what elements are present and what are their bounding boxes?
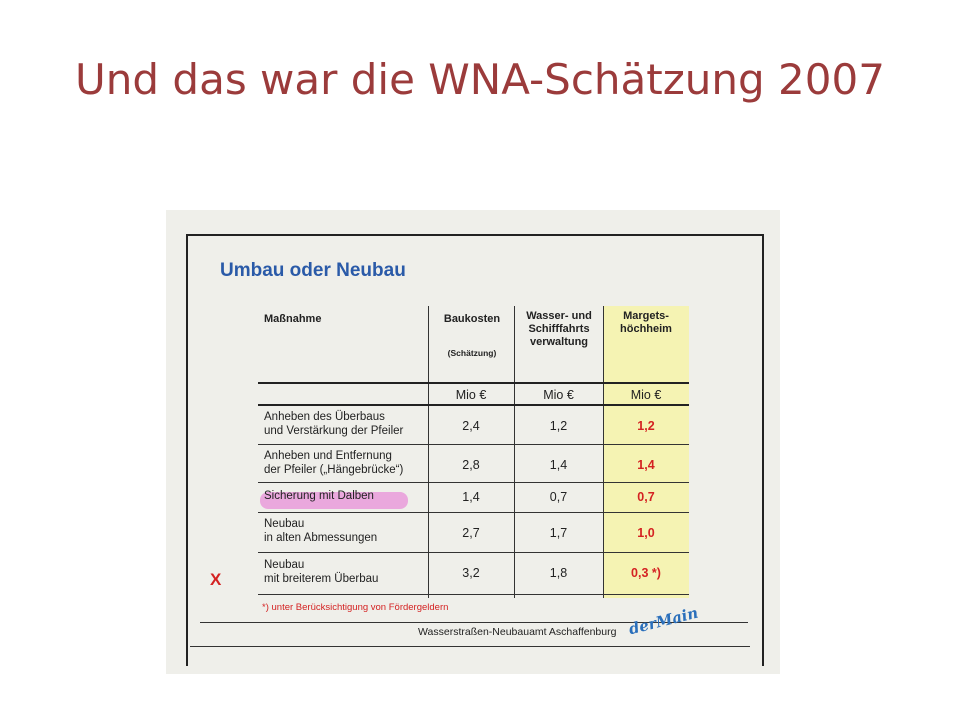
row-costs: 2,7 — [462, 526, 480, 540]
column-divider — [514, 306, 515, 598]
scanned-document — [166, 210, 780, 674]
row-label-line: und Verstärkung der Pfeiler — [264, 425, 404, 437]
row-label — [264, 517, 377, 545]
row-label-line: der Pfeiler („Hängebrücke“) — [264, 464, 404, 476]
footnote: *) unter Berücksichtigung von Fördergeldern — [262, 602, 449, 613]
header-costs: Baukosten — [443, 313, 501, 325]
row-costs: 2,8 — [462, 458, 480, 472]
column-divider — [603, 306, 604, 598]
row-town: 1,0 — [637, 526, 655, 540]
row-label-line: Neubau — [264, 518, 305, 530]
row-town: 1,4 — [637, 458, 655, 472]
header-rule — [258, 382, 689, 384]
row-town: 0,7 — [637, 490, 655, 504]
row-rule — [258, 482, 689, 483]
row-costs: 2,4 — [462, 419, 480, 433]
row-label-line: mit breiterem Überbau — [264, 573, 379, 585]
row-label — [264, 558, 378, 586]
column-divider — [428, 306, 429, 598]
header-measure: Maßnahme — [264, 313, 322, 325]
footer-source: Wasserstraßen-Neubauamt Aschaffenburg — [418, 626, 617, 638]
row-rule — [258, 594, 689, 595]
row-agency: 1,4 — [549, 458, 568, 472]
row-label — [264, 449, 403, 477]
row-label — [264, 489, 374, 503]
town-column-highlight — [603, 306, 689, 598]
unit-town: Mio € — [630, 388, 662, 402]
row-agency: 0,7 — [549, 490, 568, 504]
header-costs-note: (Schätzung) — [447, 348, 497, 358]
row-agency: 1,2 — [549, 419, 568, 433]
row-label-line: Anheben des Überbaus — [264, 411, 385, 423]
row-agency: 1,7 — [549, 526, 568, 540]
row-costs: 1,4 — [462, 490, 480, 504]
slide-title: Und das war die WNA-Schätzung 2007 — [75, 55, 885, 104]
unit-costs: Mio € — [455, 388, 487, 402]
row-label — [264, 410, 403, 438]
row-town: 1,2 — [637, 419, 655, 433]
row-label-line: Sicherung mit Dalben — [264, 490, 374, 502]
row-agency: 1,8 — [549, 566, 568, 580]
document-heading: Umbau oder Neubau — [220, 260, 406, 281]
header-town: Margets- höchheim — [620, 310, 672, 335]
row-rule — [258, 512, 689, 513]
row-label-line: Neubau — [264, 559, 305, 571]
row-rule — [258, 552, 689, 553]
footer-rule — [190, 646, 750, 647]
row-costs: 3,2 — [462, 566, 480, 580]
header-agency: Wasser- und Schifffahrts verwaltung — [526, 310, 592, 348]
units-rule — [258, 404, 689, 406]
der-main-logo: derMain — [626, 603, 700, 639]
row-label-line: in alten Abmessungen — [264, 532, 378, 544]
unit-agency: Mio € — [543, 388, 574, 402]
row-town: 0,3 *) — [631, 566, 661, 580]
x-mark: X — [210, 570, 222, 589]
row-label-line: Anheben und Entfernung — [264, 450, 392, 462]
row-rule — [258, 444, 689, 445]
